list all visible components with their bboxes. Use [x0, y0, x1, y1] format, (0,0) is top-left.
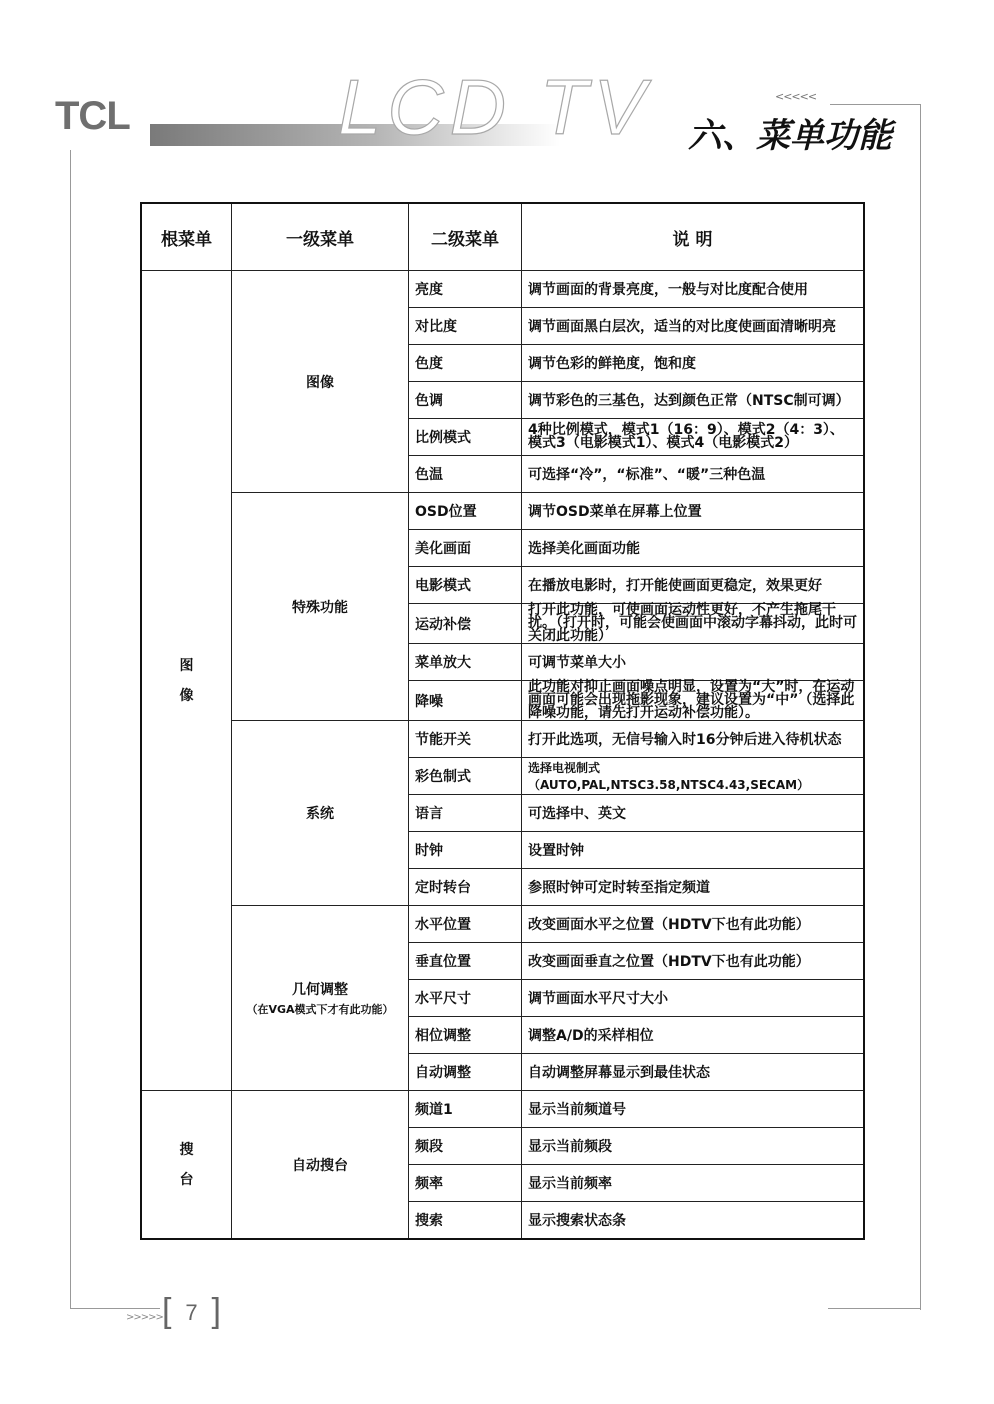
root-menu-search: 搜 台	[141, 1091, 232, 1240]
item-description: 调节OSD菜单在屏幕上位置	[522, 493, 865, 530]
frame-line-left	[70, 150, 71, 1308]
level2-item: 时钟	[409, 832, 522, 869]
page-number: 7	[185, 1300, 198, 1326]
item-description: 显示当前频道号	[522, 1091, 865, 1128]
item-description: 调节画面的背景亮度，一般与对比度配合使用	[522, 271, 865, 308]
table-row	[141, 721, 864, 758]
table-row	[141, 271, 864, 308]
item-description: 选择美化画面功能	[522, 530, 865, 567]
level2-item: 节能开关	[409, 721, 522, 758]
level1-geometry-note: （在VGA模式下才有此功能）	[246, 1003, 394, 1016]
level2-item: 美化画面	[409, 530, 522, 567]
level1-image: 图像	[232, 271, 409, 493]
root-menu-image: 图 像	[141, 271, 232, 1091]
item-description: 调节色彩的鲜艳度，饱和度	[522, 345, 865, 382]
tcl-logo: TCL	[55, 94, 130, 138]
header-root-menu: 根菜单	[141, 203, 232, 271]
item-description: 可选择“冷”，“标准”、“暖”三种色温	[522, 456, 865, 493]
item-description: 改变画面水平之位置（HDTV下也有此功能）	[522, 906, 865, 943]
table-header-row	[141, 203, 864, 271]
level2-item: 频率	[409, 1165, 522, 1202]
level2-item: 对比度	[409, 308, 522, 345]
item-description: 打开此功能，可使画面运动性更好，不产生拖尾干扰。（打开时，可能会使画面中滚动字幕抖动，此时可关闭此功能）	[522, 604, 865, 644]
level2-item: OSD位置	[409, 493, 522, 530]
header-description: 说 明	[522, 203, 865, 271]
item-description: 选择电视制式（AUTO,PAL,NTSC3.58,NTSC4.43,SECAM）	[522, 758, 865, 795]
page-number-block	[162, 1292, 221, 1331]
lcd-tv-title-art: LCD TV	[338, 63, 652, 151]
level2-item: 搜索	[409, 1202, 522, 1240]
level2-item: 彩色制式	[409, 758, 522, 795]
item-description: 调节画面黑白层次，适当的对比度使画面清晰明亮	[522, 308, 865, 345]
frame-line-top	[830, 104, 920, 105]
item-description: 可调节菜单大小	[522, 644, 865, 681]
item-description: 此功能对抑止画面噪点明显，设置为“大”时，在运动画面可能会出现拖影现象，建议设置为“中”（选择此降噪功能，请先打开运动补偿功能）。	[522, 681, 865, 721]
frame-line-bottom-left	[70, 1308, 160, 1309]
level1-geometry-label: 几何调整	[292, 982, 348, 998]
level2-item: 色调	[409, 382, 522, 419]
level2-item: 色温	[409, 456, 522, 493]
item-description: 4种比例模式，模式1（16：9）、模式2（4：3）、模式3（电影模式1）、模式4（电影模式2）	[522, 419, 865, 456]
header-level1-menu: 一级菜单	[232, 203, 409, 271]
level2-item: 语言	[409, 795, 522, 832]
level1-auto-search: 自动搜台	[232, 1091, 409, 1240]
level2-item: 水平尺寸	[409, 980, 522, 1017]
level2-item: 电影模式	[409, 567, 522, 604]
level1-system: 系统	[232, 721, 409, 906]
item-description: 显示当前频段	[522, 1128, 865, 1165]
item-description: 在播放电影时，打开能使画面更稳定，效果更好	[522, 567, 865, 604]
header-level2-menu: 二级菜单	[409, 203, 522, 271]
deco-arrows-bottom: >>>>>	[126, 1312, 163, 1323]
item-description: 显示搜索状态条	[522, 1202, 865, 1240]
item-description: 设置时钟	[522, 832, 865, 869]
level2-item: 垂直位置	[409, 943, 522, 980]
level2-item: 亮度	[409, 271, 522, 308]
item-description: 改变画面垂直之位置（HDTV下也有此功能）	[522, 943, 865, 980]
item-description: 参照时钟可定时转至指定频道	[522, 869, 865, 906]
item-description: 调节彩色的三基色，达到颜色正常（NTSC制可调）	[522, 382, 865, 419]
level2-item: 频段	[409, 1128, 522, 1165]
table-row	[141, 906, 864, 943]
frame-line-bottom-right	[828, 1308, 921, 1309]
item-description: 自动调整屏幕显示到最佳状态	[522, 1054, 865, 1091]
section-title: 六、菜单功能	[688, 116, 892, 156]
level2-item: 自动调整	[409, 1054, 522, 1091]
level2-item: 运动补偿	[409, 604, 522, 644]
level2-item: 色度	[409, 345, 522, 382]
deco-arrows-top: <<<<<	[775, 90, 817, 103]
table-row	[141, 1091, 864, 1128]
level2-item: 水平位置	[409, 906, 522, 943]
level2-item: 比例模式	[409, 419, 522, 456]
item-description: 打开此选项，无信号输入时16分钟后进入待机状态	[522, 721, 865, 758]
level2-item: 频道1	[409, 1091, 522, 1128]
frame-line-right	[920, 104, 921, 1310]
level1-geometry	[232, 906, 409, 1091]
menu-function-table	[140, 202, 865, 1240]
item-description: 显示当前频率	[522, 1165, 865, 1202]
item-description: 调整A/D的采样相位	[522, 1017, 865, 1054]
page-bracket-open: [	[162, 1292, 172, 1330]
item-description: 可选择中、英文	[522, 795, 865, 832]
level1-special-functions: 特殊功能	[232, 493, 409, 721]
level2-item: 菜单放大	[409, 644, 522, 681]
level2-item: 相位调整	[409, 1017, 522, 1054]
level2-item: 降噪	[409, 681, 522, 721]
page-bracket-close: ]	[211, 1292, 221, 1330]
level2-item: 定时转台	[409, 869, 522, 906]
item-description: 调节画面水平尺寸大小	[522, 980, 865, 1017]
table-row	[141, 493, 864, 530]
